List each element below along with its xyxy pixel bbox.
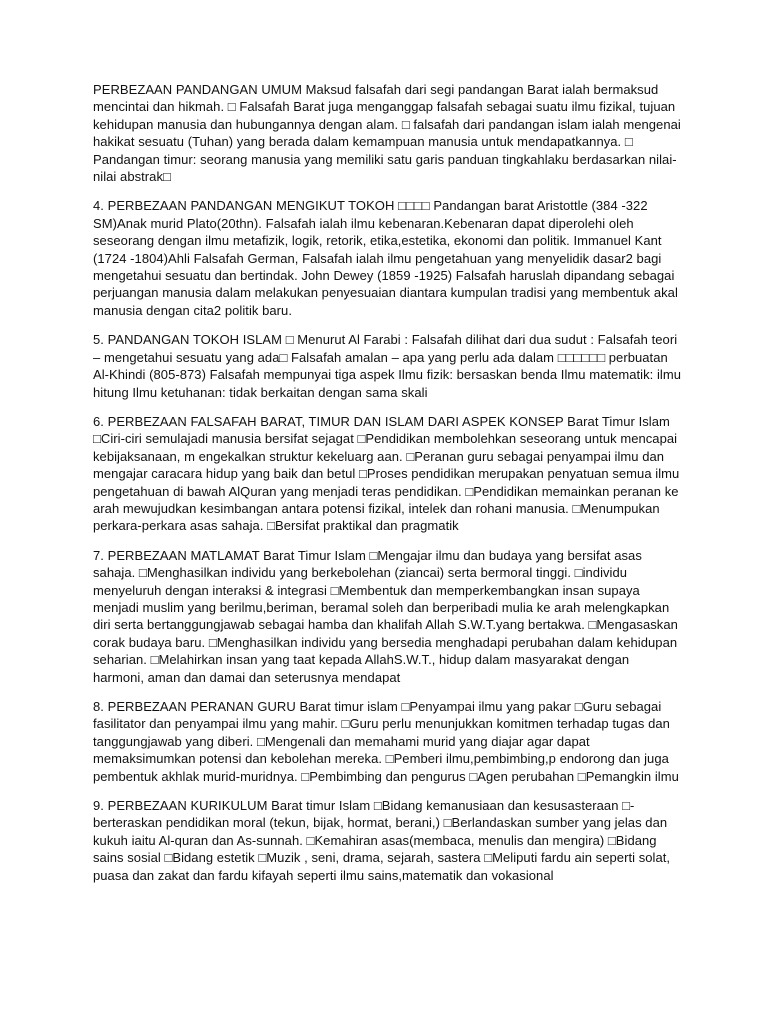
paragraph-pandangan-mengikut-tokoh: 4. PERBEZAAN PANDANGAN MENGIKUT TOKOH □□□□ Pandangan barat Aristottle (384 -322 SM)Anak murid Plato(20thn). Falsafah ialah ilmu kebenaran.Kebenaran dapat diperolehi oleh seseorang dengan ilmu metafizik, logik, retorik, etika,estetika, ekonomi dan politik. Immanuel Kant (1724 -1804)Ahli Falsafah German, Falsafah ialah ilmu pengetahuan yang menyelidik dasar2 bagi mengetahui sesuatu dan bertindak. John Dewey (1859 -1925) Falsafah haruslah dipandang sebagai perjuangan manusia dalam melakukan penyesuaian diantara kumpulan tradisi yang membentuk akal manusia dengan cita2 politik baru. bbox=[93, 198, 678, 318]
paragraph-aspek-konsep: 6. PERBEZAAN FALSAFAH BARAT, TIMUR DAN ISLAM DARI ASPEK KONSEP Barat Timur Islam □Ciri-ciri semulajadi manusia bersifat sejagat □Pendidikan membolehkan seseorang untuk mencapai kebijaksanaan, m engekalkan struktur kekeluarg aan. □Peranan guru sebagai penyampai ilmu dan mengajar caracara hidup yang baik dan betul □Proses pendidikan merupakan penyatuan semua ilmu pengetahuan di bawah AlQuran yang menjadi teras pendidikan. □Pendidikan memainkan peranan ke arah mewujudkan kesimbangan antara potensi fizikal, intelek dan rohani manusia. □Menumpukan perkara-perkara asas sahaja. □Bersifat praktikal dan pragmatik bbox=[93, 413, 680, 534]
paragraph-peranan-guru: 8. PERBEZAAN PERANAN GURU Barat timur islam □Penyampai ilmu yang pakar □Guru sebagai fasilitator dan penyampai ilmu yang mahir. □Guru perlu menunjukkan komitmen terhadap tugas dan tanggungjawab yang diberi. □Mengenali dan memahami murid yang diajar agar dapat memaksimumkan potensi dan kebolehan mereka. □Pemberi ilmu,pembimbing,p endorong dan juga pembentuk akhlak murid-muridnya. □Pembimbing dan pengurus □Agen perubahan □Pemangkin ilmu bbox=[93, 699, 679, 784]
document-body bbox=[93, 81, 681, 884]
paragraph-perbezaan-pandangan-umum: PERBEZAAN PANDANGAN UMUM Maksud falsafah dari segi pandangan Barat ialah bermaksud mencintai dan hikmah. □ Falsafah Barat juga menganggap falsafah sebagai suatu ilmu fizikal, tujuan kehidupan manusia dan hubungannya dengan alam. □ falsafah dari pandangan islam ialah mengenai hakikat sesuatu (Tuhan) yang berada dalam kemampuan manusia untuk mendapatkannya. □ Pandangan timur: seorang manusia yang memiliki satu garis panduan tingkahlaku berdasarkan nilai-nilai abstrak□ bbox=[93, 82, 681, 185]
paragraph-perbezaan-matlamat: 7. PERBEZAAN MATLAMAT Barat Timur Islam □Mengajar ilmu dan budaya yang bersifat asas sahaja. □Menghasilkan individu yang berkebolehan (ziancai) serta bermoral tinggi. □individu menyeluruh dengan interaksi & integrasi □Membentuk dan memperkembangkan insan supaya menjadi muslim yang berilmu,beriman, beramal soleh dan berperibadi mulia ke arah melengkapkan diri serta bertanggungjawab sebagai hamba dan khalifah Allah S.W.T.yang bertakwa. □Mengasaskan corak budaya baru. □Menghasilkan individu yang bersedia menghadapi perubahan dalam kehidupan seharian. □Melahirkan insan yang taat kepada AllahS.W.T., hidup dalam masyarakat dengan harmoni, aman dan damai dan seterusnya mendapat bbox=[93, 547, 678, 685]
paragraph-pandangan-tokoh-islam: 5. PANDANGAN TOKOH ISLAM □ Menurut Al Farabi : Falsafah dilihat dari dua sudut : Falsafah teori – mengetahui sesuatu yang ada□ Falsafah amalan – apa yang perlu ada dalam □□□□□□ perbuatan Al-Khindi (805-873) Falsafah mempunyai tiga aspek Ilmu fizik: bersaskan benda Ilmu matematik: ilmu hitung Ilmu ketuhanan: tidak berkaitan dengan sama skali bbox=[93, 332, 681, 400]
paragraph-perbezaan-kurikulum: 9. PERBEZAAN KURIKULUM Barat timur Islam □Bidang kemanusiaan dan kesusasteraan □-berteraskan pendidikan moral (tekun, bijak, hormat, berani,) □Berlandaskan sumber yang jelas dan kukuh iaitu Al-quran dan As-sunnah. □Kemahiran asas(membaca, menulis dan mengira) □Bidang sains sosial □Bidang estetik □Muzik , seni, drama, sejarah, sastera □Meliputi fardu ain seperti solat, puasa dan zakat dan fardu kifayah seperti ilmu sains,matematik dan vokasional bbox=[93, 798, 671, 883]
